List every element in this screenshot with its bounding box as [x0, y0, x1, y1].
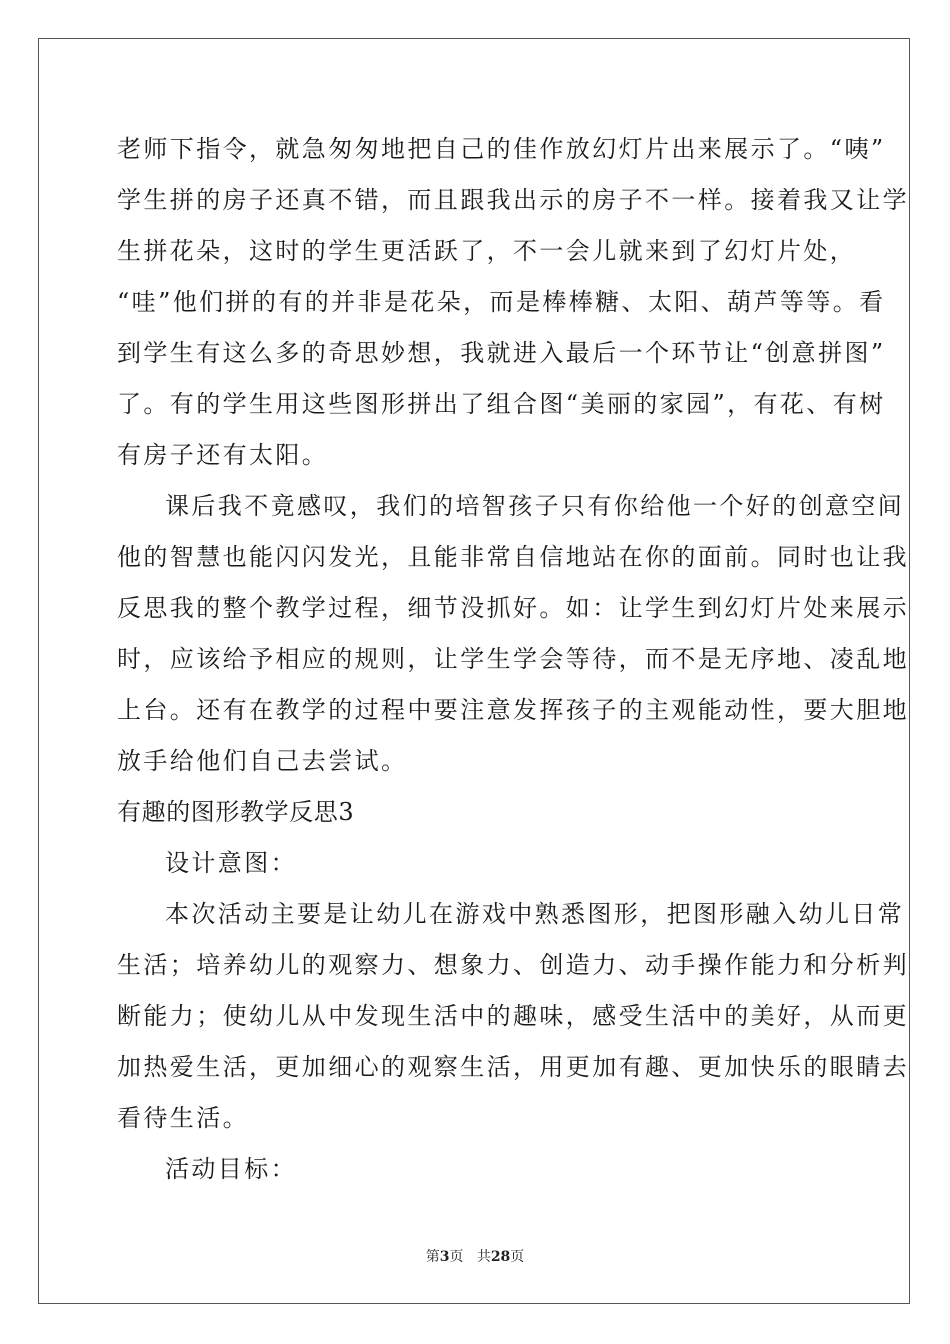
footer-total-suffix: 页 [510, 1249, 525, 1265]
footer-prefix: 第 [425, 1249, 440, 1265]
subheading-activity-goals: 活动目标： [165, 1155, 297, 1183]
paragraph-line: 课后我不竟感叹，我们的培智孩子只有你给他一个好的创意空间 [165, 492, 905, 520]
document-body [117, 124, 909, 1195]
paragraph-line: 有房子还有太阳。 [117, 441, 329, 469]
paragraph-line: 时，应该给予相应的规则，让学生学会等待，而不是无序地、凌乱地 [117, 645, 909, 673]
paragraph-line: 断能力；使幼儿从中发现生活中的趣味，感受生活中的美好，从而更 [117, 1002, 909, 1030]
paragraph-line: 生拼花朵，这时的学生更活跃了，不一会儿就来到了幻灯片处， [117, 237, 857, 265]
paragraph-line: 了。有的学生用这些图形拼出了组合图“美丽的家园”，有花、有树 [117, 390, 886, 418]
paragraph-line: 他的智慧也能闪闪发光，且能非常自信地站在你的面前。同时也让我 [117, 543, 909, 571]
paragraph-line: 到学生有这么多的奇思妙想，我就进入最后一个环节让“创意拼图” [117, 339, 886, 367]
section-heading: 有趣的图形教学反思3 [117, 798, 355, 826]
subheading-design-intent: 设计意图： [165, 849, 297, 877]
paragraph-line: 本次活动主要是让幼儿在游戏中熟悉图形，把图形融入幼儿日常 [165, 900, 905, 928]
footer-page-suffix: 页 [449, 1249, 464, 1265]
paragraph-line: 老师下指令，就急匆匆地把自己的佳作放幻灯片出来展示了。“咦” [117, 135, 886, 163]
footer-total-prefix: 共 [476, 1249, 491, 1265]
paragraph-line: “哇”他们拼的有的并非是花朵，而是棒棒糖、太阳、葫芦等等。看 [117, 288, 886, 316]
paragraph-line: 反思我的整个教学过程，细节没抓好。如：让学生到幻灯片处来展示 [117, 594, 909, 622]
paragraph-line: 学生拼的房子还真不错，而且跟我出示的房子不一样。接着我又让学 [117, 186, 909, 214]
paragraph-line: 看待生活。 [117, 1104, 249, 1132]
paragraph-line: 生活；培养幼儿的观察力、想象力、创造力、动手操作能力和分析判 [117, 951, 909, 979]
paragraph-line: 加热爱生活，更加细心的观察生活，用更加有趣、更加快乐的眼睛去 [117, 1053, 909, 1081]
paragraph-line: 放手给他们自己去尝试。 [117, 747, 408, 775]
current-page-number: 3 [439, 1249, 450, 1265]
paragraph-line: 上台。还有在教学的过程中要注意发挥孩子的主观能动性，要大胆地 [117, 696, 909, 724]
page-footer [0, 1247, 950, 1267]
total-pages-number: 28 [490, 1249, 511, 1265]
